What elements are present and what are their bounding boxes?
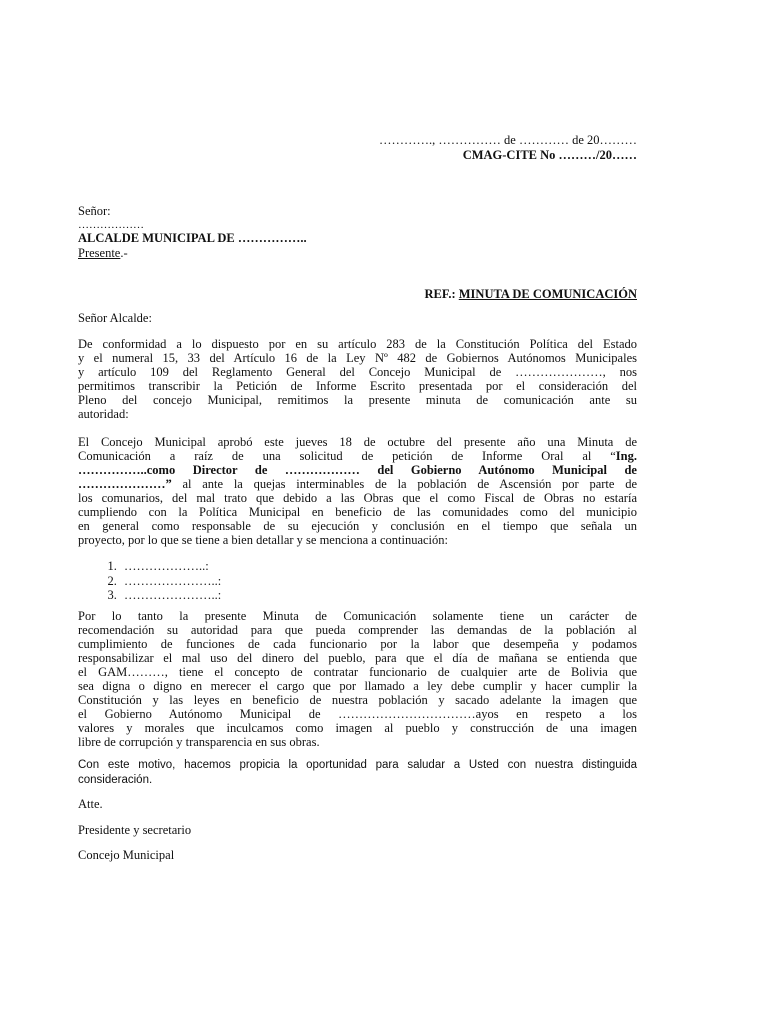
presente-word: Presente (78, 246, 121, 260)
numbered-list (100, 559, 221, 603)
closing-signer: Presidente y secretario (78, 823, 192, 837)
p4-line: Con este motivo, hacemos propicia la oportunidad para saludar a Usted con nuestra distinguida (78, 759, 637, 771)
p3-line: sea digna o digno en merecer el cargo que por llamado a ley debe cumplir y hacer cumplir la (78, 679, 637, 693)
p2-line-text: al ante la quejas interminables de la población de Ascensión por parte de (171, 477, 637, 491)
p3-line: valores y morales que inculcamos como imagen al pueblo y construcción de una imagen (78, 721, 637, 735)
ref-subject: MINUTA DE COMUNICACIÓN (458, 287, 637, 301)
paragraph-1 (78, 337, 637, 421)
list-item: 3. …………………..: (120, 588, 221, 603)
p2-line-bold: Ing. (615, 449, 637, 463)
p3-line: libre de corrupción y transparencia en sus obras. (78, 735, 320, 749)
p2-line: El Concejo Municipal aprobó este jueves 18 de octubre del presente año una Minuta de (78, 435, 637, 449)
p4-line: consideración. (78, 774, 153, 786)
p1-line: y artículo 109 del Reglamento General del Concejo Municipal de …………………, nos (78, 365, 637, 379)
p2-line: proyecto, por lo que se tiene a bien detallar y se menciona a continuación: (78, 533, 449, 547)
p3-line: Por lo tanto la presente Minuta de Comunicación solamente tiene un carácter de (78, 609, 637, 623)
list-item: 1. ………………..: (120, 559, 221, 574)
p3-line: Constitución y las leyes en beneficio de nuestra población y sacado adelante la imagen que (78, 693, 637, 707)
p2-line (78, 477, 637, 491)
closing-organization: Concejo Municipal (78, 848, 175, 862)
p2-line: ……………..como Director de ……………… del Gobierno Autónomo Municipal de (78, 463, 637, 477)
cite-number: CMAG-CITE No ………/20…… (462, 148, 637, 162)
addressee-dots: ……………… (78, 219, 144, 231)
closing-atte: Atte. (78, 797, 103, 811)
p1-line: Pleno del concejo Municipal, remitimos la presente minuta de comunicación ante su (78, 393, 637, 407)
presente-line (78, 246, 637, 260)
p3-line: recomendación su autoridad para que pueda comprender las demandas de la población al (78, 623, 637, 637)
p3-line: responsabilizar el mal uso del dinero del pueblo, para que el día de mañana se entienda que (78, 651, 637, 665)
ref-label: REF.: (424, 287, 456, 301)
reference-line (78, 287, 637, 301)
p3-line: el Gobierno Autónomo Municipal de ……………………………ayos en respeto a los (78, 707, 637, 721)
list-item: 2. …………………..: (120, 574, 221, 589)
presente-suffix: .- (120, 246, 128, 260)
paragraph-3 (78, 609, 637, 749)
paragraph-4 (78, 758, 637, 788)
greeting: Señor Alcalde: (78, 311, 152, 325)
addressee-title: ALCALDE MUNICIPAL DE …………….. (78, 231, 307, 245)
p2-line-bold: …………………” (78, 477, 172, 491)
p2-line: en general como responsable de su ejecución y conclusión en el tiempo que señala un (78, 519, 637, 533)
p2-line: cumpliendo con la Política Municipal en beneficio de las comunidades como del municipio (78, 505, 637, 519)
p3-line: el GAM………, tiene el concepto de contratar funcionario de cualquier arte de Bolivia que (78, 665, 637, 679)
p1-line: permitimos transcribir la Petición de Informe Escrito presentada por el consideración del (78, 379, 637, 393)
paragraph-2 (78, 435, 637, 547)
p2-line-text: Comunicación a raíz de una solicitud de petición de Informe Oral al “ (78, 449, 616, 463)
p2-line (78, 449, 637, 463)
addressee-salutation: Señor: (78, 204, 111, 218)
p1-line: y el numeral 15, 33 del Artículo 16 de la Ley Nº 482 de Gobiernos Autónomos Municipales (78, 351, 637, 365)
p2-line: los comunarios, del mal trato que debido a las Obras que el como Fiscal de Obras no estaría (78, 491, 637, 505)
p3-line: cumplimiento de funciones de cada funcionario por la labor que desempeña y podamos (78, 637, 637, 651)
p1-line: autoridad: (78, 407, 129, 421)
p1-line: De conformidad a lo dispuesto por en su artículo 283 de la Constitución Política del Estado (78, 337, 637, 351)
place-date-line: …………., …………… de ………… de 20……… (379, 133, 637, 147)
